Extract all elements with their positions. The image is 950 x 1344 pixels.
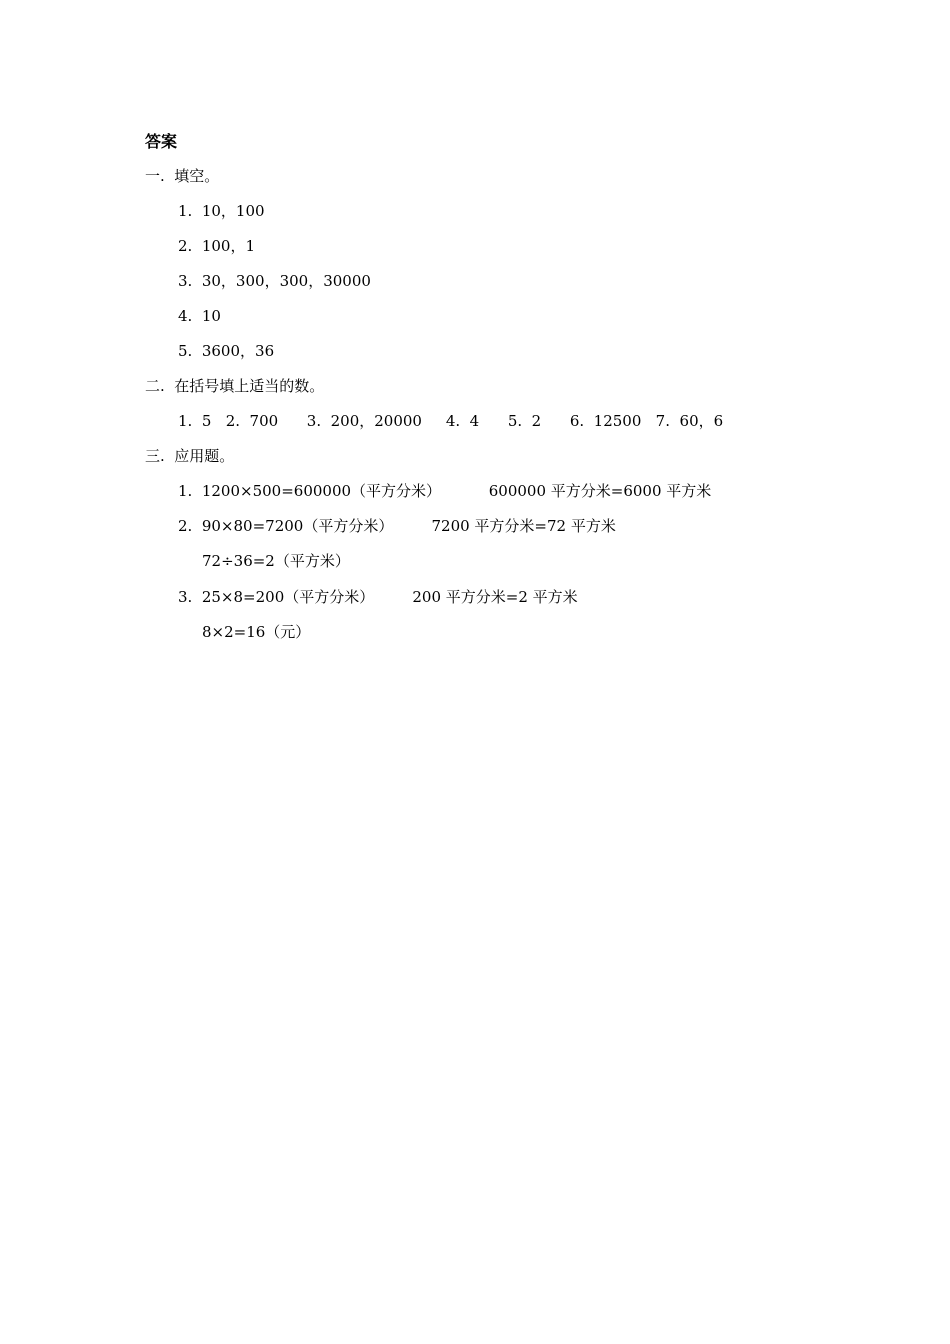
answer-item: 5. 3600，36 [178, 342, 275, 360]
answer-item: 1. 5 2. 700 3. 200，20000 4. 4 5. 2 6. 12500 7. 60，6 [178, 412, 724, 430]
answer-item: 2. 90×80=7200（平方分米） 7200 平方分米=72 平方米 [178, 517, 616, 535]
answer-item: 3. 25×8=200（平方分米） 200 平方分米=2 平方米 [178, 588, 578, 606]
page-title: 答案 [145, 132, 178, 151]
answer-item: 2. 100，1 [178, 237, 256, 255]
section-heading-2: 二. 在括号填上适当的数。 [145, 377, 325, 395]
section-heading-3: 三. 应用题。 [145, 447, 235, 465]
answer-item: 1. 1200×500=600000（平方分米） 600000 平方分米=6000 平方米 [178, 482, 712, 500]
answer-item-continuation: 72÷36=2（平方米） [202, 552, 350, 570]
answer-item-continuation: 8×2=16（元） [202, 623, 311, 641]
answer-item: 1. 10，100 [178, 202, 265, 220]
answer-item: 4. 10 [178, 307, 221, 325]
answer-item: 3. 30，300，300，30000 [178, 272, 371, 290]
section-heading-1: 一. 填空。 [145, 167, 220, 185]
